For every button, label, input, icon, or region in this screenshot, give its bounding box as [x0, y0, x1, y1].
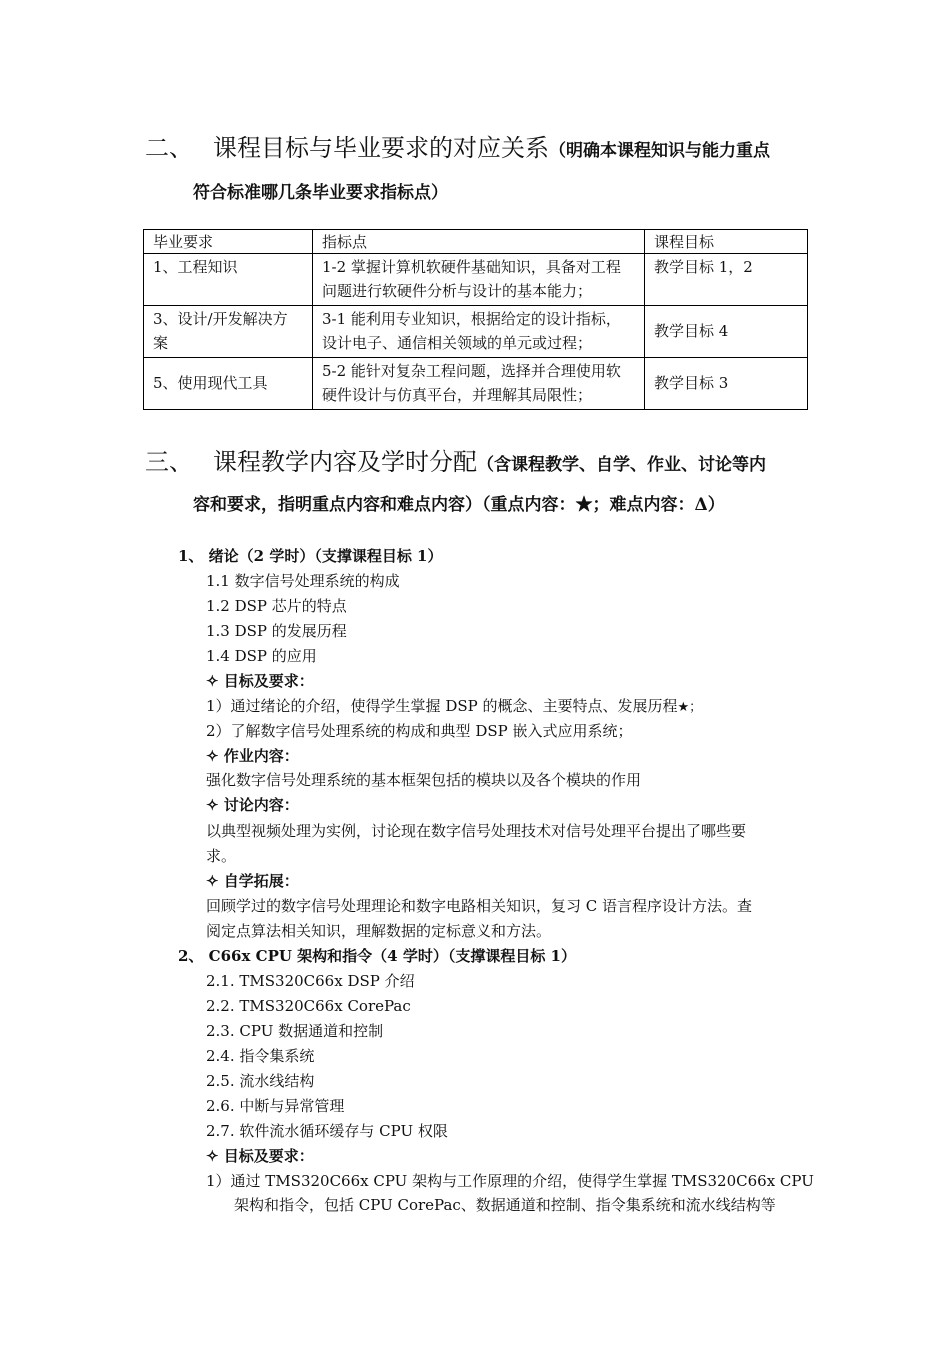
indicator-line: 问题进行软硬件分析与设计的基本能力； [322, 282, 593, 300]
list-item: 2.2. TMS320C66x CorePac [206, 997, 411, 1015]
list-item: 2.5. 流水线结构 [206, 1072, 315, 1090]
indicator-line: 3-1 能利用专业知识，根据给定的设计指标， [322, 310, 621, 328]
table-cell-indicator [313, 306, 645, 358]
indicator-line: 1-2 掌握计算机软硬件基础知识，具备对工程 [322, 258, 621, 276]
list-item: 1.3 DSP 的发展历程 [206, 622, 347, 640]
indicator-line: 5-2 能针对复杂工程问题，选择并合理使用软 [322, 362, 621, 380]
table-cell-goal: 教学目标 3 [645, 358, 808, 410]
table-row [144, 254, 808, 306]
section3-note-line1: （含课程教学、自学、作业、讨论等内 [477, 455, 766, 475]
table-cell-indicator [313, 254, 645, 306]
key-point-star: ★； [677, 700, 703, 715]
homework-label: ✧ 作业内容： [206, 747, 299, 765]
table-row [144, 358, 808, 410]
section2-heading [145, 128, 770, 163]
requirements-table [143, 229, 808, 410]
goal-text: 1）通过绪论的介绍，使得学生掌握 DSP 的概念、主要特点、发展历程 [206, 697, 678, 715]
table-header-cell: 课程目标 [645, 230, 808, 254]
self-study-text: 回顾学过的数字信号处理理论和数字电路相关知识，复习 C 语言程序设计方法。查 [206, 897, 753, 915]
section2-note-line1: （明确本课程知识与能力重点 [549, 141, 770, 161]
table-cell-requirement: 1、工程知识 [144, 254, 313, 306]
list-item: 2.1. TMS320C66x DSP 介绍 [206, 972, 415, 990]
table-header-cell: 毕业要求 [144, 230, 313, 254]
section2-note-line2: 符合标准哪几条毕业要求指标点） [193, 183, 448, 203]
goal-line: 架构和指令，包括 CPU CorePac、数据通道和控制、指令集系统和流水线结构等 [234, 1196, 776, 1214]
goal-label: ✧ 目标及要求： [206, 672, 314, 690]
table-cell-goal: 教学目标 1，2 [645, 254, 808, 306]
chapter2-heading: 2、 C66x CPU 架构和指令（4 学时）（支撑课程目标 1） [178, 947, 576, 965]
discussion-text: 以典型视频处理为实例，讨论现在数字信号处理技术对信号处理平台提出了哪些要 [206, 822, 747, 840]
section2-title: 课程目标与毕业要求的对应关系 [213, 134, 549, 162]
indicator-line: 硬件设计与仿真平台，并理解其局限性； [322, 386, 593, 404]
section3-title: 课程教学内容及学时分配 [213, 448, 477, 476]
table-header-row [144, 230, 808, 254]
self-study-text: 阅定点算法相关知识，理解数据的定标意义和方法。 [206, 922, 552, 940]
requirement-line: 3、设计/开发解决方 [153, 310, 288, 328]
indicator-line: 设计电子、通信相关领域的单元或过程； [322, 334, 593, 352]
table-cell-requirement [144, 306, 313, 358]
homework-text: 强化数字信号处理系统的基本框架包括的模块以及各个模块的作用 [206, 771, 642, 789]
section3-number: 三、 [145, 448, 193, 476]
discussion-text: 求。 [206, 847, 237, 865]
list-item: 1.1 数字信号处理系统的构成 [206, 572, 400, 590]
self-study-label: ✧ 自学拓展： [206, 872, 299, 890]
list-item: 2.4. 指令集系统 [206, 1047, 315, 1065]
table-header-cell: 指标点 [313, 230, 645, 254]
list-item: 1.4 DSP 的应用 [206, 647, 317, 665]
list-item: 2.3. CPU 数据通道和控制 [206, 1022, 384, 1040]
table-cell-indicator [313, 358, 645, 410]
table-row [144, 306, 808, 358]
discussion-label: ✧ 讨论内容： [206, 796, 299, 814]
table-cell-goal: 教学目标 4 [645, 306, 808, 358]
goal-label: ✧ 目标及要求： [206, 1147, 314, 1165]
table-cell-requirement: 5、使用现代工具 [144, 358, 313, 410]
goal-line [206, 696, 702, 718]
section3-note-line2: 容和要求，指明重点内容和难点内容）（重点内容：★；难点内容：Δ） [193, 495, 725, 515]
section3-heading [145, 442, 766, 477]
list-item: 1.2 DSP 芯片的特点 [206, 597, 347, 615]
goal-line: 2）了解数字信号处理系统的构成和典型 DSP 嵌入式应用系统； [206, 722, 633, 740]
goal-line: 1）通过 TMS320C66x CPU 架构与工作原理的介绍，使得学生掌握 TMS320C66x CPU [206, 1172, 814, 1190]
list-item: 2.6. 中断与异常管理 [206, 1097, 345, 1115]
section2-number: 二、 [145, 134, 193, 162]
requirement-line: 案 [153, 334, 169, 352]
chapter1-heading: 1、 绪论（2 学时）（支撑课程目标 1） [178, 547, 443, 565]
list-item: 2.7. 软件流水循环缓存与 CPU 权限 [206, 1122, 448, 1140]
